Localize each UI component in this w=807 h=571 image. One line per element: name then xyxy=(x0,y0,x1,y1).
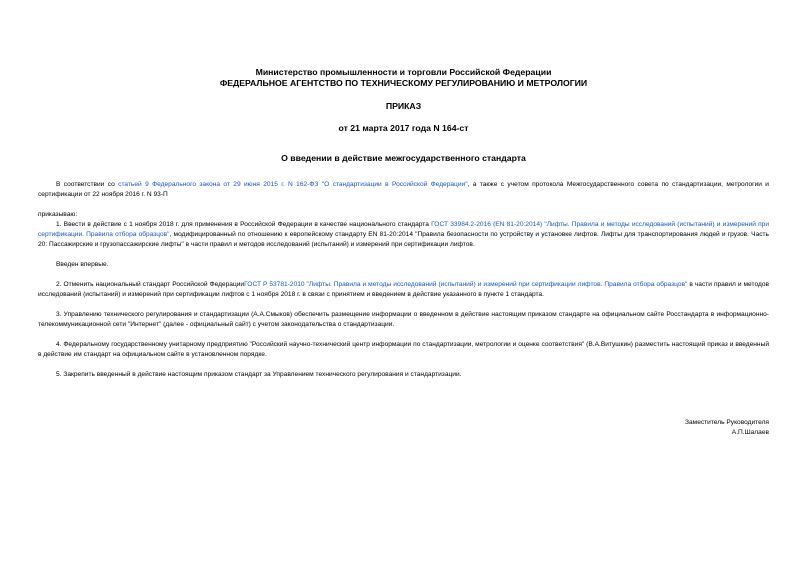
order-date-number: от 21 марта 2017 года N 164-ст xyxy=(338,123,469,133)
signatory-name: А.П.Шалаев xyxy=(731,429,769,436)
item-1-text-2: , модифицированный по отношению к европейскому стандарту EN 81-20:2014 "Правила безопасности по устройству и установке лифтов. Лифты для транспортирования людей и грузов. Часть 20: Пассажирские и грузопассажирские лифты" в части правил и методов исследований (испытаний) и измерений при сертификации лифтов. xyxy=(38,231,769,248)
order-subject: О введении в действие межгосударственного стандарта xyxy=(281,153,526,163)
item-3-paragraph: 3. Управлению технического регулирования и стандартизации (А.А.Смыков) обеспечить размещение информации о введенном в действие настоящим приказом стандарте на официальном сайте Росстандарта в информационно-телекоммуникационной сети "Интернет" (далее - официальный сайт) с учетом законодательства о стандартизации. xyxy=(38,311,769,328)
ministry-name: Министерство промышленности и торговли Российской Федерации xyxy=(255,67,552,77)
preamble-paragraph xyxy=(38,180,769,200)
item-1-text-1: 1. Ввести в действие с 1 ноября 2018 г. для применения в Российской Федерации в качестве национального стандарта xyxy=(56,221,432,228)
introduced-first-note: Введен впервые. xyxy=(56,261,109,268)
preamble-text-1: В соответствии со xyxy=(56,181,119,188)
item-2-paragraph xyxy=(38,280,769,300)
order-body xyxy=(38,180,769,380)
orders-word: приказываю: xyxy=(38,211,78,218)
signatory-title: Заместитель Руководителя xyxy=(685,419,769,426)
item-4-paragraph: 4. Федеральному государственному унитарному предприятию "Российский научно-технический центр информации по стандартизации, метрологии и оценке соответствия" (В.А.Витушкин) разместить настоящий приказ и введенный в действие им стандарт на официальном сайте в установленном порядке. xyxy=(38,341,769,358)
gost-r-53781-link[interactable]: ГОСТ Р 53781-2010 "Лифты. Правила и методы исследований (испытаний) и измерений при сертификации лифтов. Правила отбора образцов" xyxy=(244,281,688,288)
agency-name: ФЕДЕРАЛЬНОЕ АГЕНТСТВО ПО ТЕХНИЧЕСКОМУ РЕГУЛИРОВАНИЮ И МЕТРОЛОГИИ xyxy=(219,78,588,88)
document-type: ПРИКАЗ xyxy=(385,101,422,111)
item-1-paragraph xyxy=(38,220,769,250)
item-2-text-2: в части правил и методов исследований (испытаний) и измерений при сертификации лифтов с 1 ноября 2018 г. в связи с принятием и введением в действие указанного в пункте 1 стандарта. xyxy=(38,281,769,298)
gost-33984-link[interactable]: ГОСТ 33984.2-2016 (EN 81-20:2014) "Лифты. Правила и методы исследований (испытаний) и измерений при сертификации. Правила отбора образцов" xyxy=(38,221,769,238)
item-2-text-1: 2. Отменить национальный стандарт Российской Федерации xyxy=(56,281,245,288)
preamble-text-2: , а также с учетом протокола Межгосударственного совета по стандартизации, метрологии и сертификации от 22 ноября 2016 г. N 93-П xyxy=(38,181,769,198)
item-5-paragraph: 5. Закрепить введенный в действие настоящим приказом стандарт за Управлением технического регулирования и стандартизации. xyxy=(56,371,462,378)
signature-block xyxy=(685,418,769,438)
law-link[interactable]: статьей 9 Федерального закона от 29 июня 2015 г. N 162-ФЗ "О стандартизации в Российской Федерации" xyxy=(118,181,468,188)
